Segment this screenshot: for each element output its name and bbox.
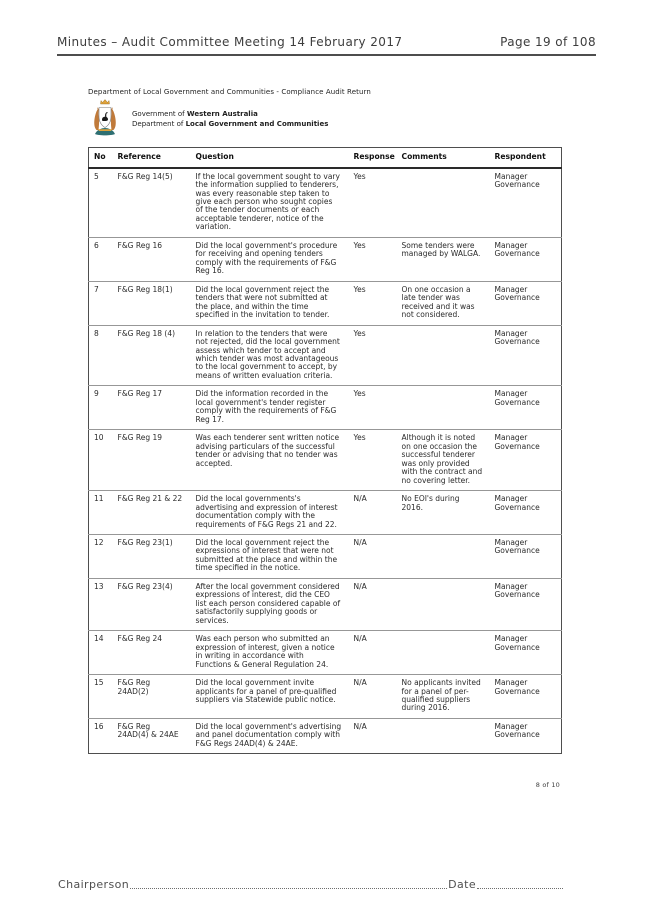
cell-reference: F&G Reg 18 (4) [117, 328, 176, 338]
cell-question: Did the local government's advertising and panel documentation comply with F&G Regs 24AD(4) & 24AE. [195, 721, 342, 748]
wa-coat-of-arms-icon [90, 98, 120, 140]
cell-question: After the local government considered expressions of interest, did the CEO list each person considered capable of satisfactorily supplying goods or services. [195, 581, 341, 625]
table-row [89, 386, 562, 430]
cell-response: N/A [353, 581, 367, 591]
cell-no: 10 [94, 433, 104, 443]
audit-table-body [89, 168, 562, 754]
cell-no: 15 [94, 678, 104, 688]
cell-response: N/A [353, 537, 367, 547]
cell-comments: No EOI's during 2016. [401, 494, 460, 512]
cell-question: Did the local government reject the expressions of interest that were not submitted at the place and within the time specified in the notice. [195, 537, 338, 573]
running-header [57, 35, 596, 56]
cell-reference: F&G Reg 23(4) [117, 581, 173, 591]
cell-question: Did the local government's procedure for receiving and opening tenders comply with the requirements of F&G Reg 16. [195, 240, 338, 276]
cell-reference: F&G Reg 21 & 22 [117, 494, 183, 504]
cell-question: If the local government sought to vary the information supplied to tenderers, was every reasonable step taken to give each person who sought copies of the tender documents or each acceptable tenderer, notice of the variation. [195, 171, 340, 232]
cell-no: 11 [94, 494, 104, 504]
cell-no: 8 [94, 328, 99, 338]
cell-reference: F&G Reg 18(1) [117, 284, 173, 294]
cell-reference: F&G Reg 23(1) [117, 537, 173, 547]
cell-question: Did the local government reject the tenders that were not submitted at the place, and within the time specified in the invitation to tender. [195, 284, 330, 320]
cell-respondent: Manager Governance [494, 634, 540, 652]
date-signature-line [477, 888, 563, 889]
cell-question: Was each person who submitted an expression of interest, given a notice in writing in accordance with Functions & General Regulation 24. [195, 634, 335, 669]
col-header-question: Question [191, 148, 349, 168]
table-row [89, 631, 562, 675]
cell-no: 16 [94, 721, 104, 731]
cell-no: 5 [94, 171, 99, 181]
brand-text [132, 109, 328, 130]
government-brand [90, 98, 328, 140]
cell-comments [397, 325, 490, 386]
cell-respondent: Manager Governance [494, 678, 540, 696]
cell-question: Did the information recorded in the local government's tender register comply with the requirements of F&G Reg 17. [195, 389, 337, 424]
cell-comments [397, 168, 490, 238]
cell-respondent: Manager Governance [494, 389, 540, 407]
cell-respondent: Manager Governance [494, 433, 540, 451]
cell-comments: On one occasion a late tender was received and it was not considered. [401, 284, 475, 320]
cell-comments: Although it is noted on one occasion the successful tenderer was only provided with the contract and no covering letter. [401, 433, 483, 485]
col-header-respondent: Respondent [490, 148, 562, 168]
cell-response: Yes [353, 328, 366, 338]
cell-question: In relation to the tenders that were not rejected, did the local government assess which tender to accept and which tender was most advantageous to the local government to accept, by means of written evaluation criteria. [195, 328, 340, 380]
cell-reference: F&G Reg 14(5) [117, 171, 173, 181]
cell-comments [397, 534, 490, 578]
col-header-reference: Reference [113, 148, 191, 168]
table-row [89, 718, 562, 753]
document-title: Minutes – Audit Committee Meeting 14 February 2017 [57, 35, 403, 49]
attachment-page-number: 8 of 10 [535, 781, 560, 789]
page-number: Page 19 of 108 [500, 35, 596, 49]
table-row [89, 430, 562, 491]
government-line: Government of Western Australia [132, 109, 258, 118]
cell-response: Yes [353, 240, 366, 250]
cell-no: 6 [94, 240, 99, 250]
cell-response: Yes [353, 433, 366, 443]
cell-no: 13 [94, 581, 104, 591]
col-header-comments: Comments [397, 148, 490, 168]
cell-respondent: Manager Governance [494, 581, 540, 600]
table-header-row [89, 148, 562, 168]
signature-row [58, 878, 564, 891]
cell-response: Yes [353, 284, 366, 294]
cell-respondent: Manager Governance [494, 537, 540, 556]
cell-reference: F&G Reg 19 [117, 433, 163, 443]
cell-question: Was each tenderer sent written notice advising particulars of the successful tender or advising that no tender was accepted. [195, 433, 340, 468]
cell-reference: F&G Reg 24AD(2) [117, 678, 151, 696]
chairperson-signature-line [130, 888, 447, 889]
cell-respondent: Manager Governance [494, 240, 540, 259]
cell-question: Did the local governments's advertising and expression of interest documentation comply with the requirements of F&G Regs 21 and 22. [195, 494, 338, 529]
cell-comments [397, 718, 490, 753]
table-row [89, 281, 562, 325]
cell-comments [397, 578, 490, 630]
cell-response: N/A [353, 634, 367, 644]
cell-comments [397, 386, 490, 430]
table-row [89, 675, 562, 719]
cell-no: 9 [94, 389, 99, 399]
cell-no: 14 [94, 634, 104, 644]
cell-question: Did the local government invite applicants for a panel of pre-qualified suppliers via Statewide public notice. [195, 678, 337, 705]
cell-respondent: Manager Governance [494, 328, 540, 347]
cell-respondent: Manager Governance [494, 284, 540, 303]
compliance-audit-table [88, 147, 562, 754]
cell-reference: F&G Reg 24 [117, 634, 163, 644]
cell-respondent: Manager Governance [494, 171, 540, 190]
cell-response: Yes [353, 389, 366, 399]
cell-response: N/A [353, 494, 367, 504]
cell-comments: Some tenders were managed by WALGA. [401, 240, 481, 259]
col-header-no: No [89, 148, 113, 168]
cell-reference: F&G Reg 24AD(4) & 24AE [117, 721, 179, 740]
table-row [89, 491, 562, 535]
department-line: Department of Local Government and Communities [132, 120, 329, 128]
cell-reference: F&G Reg 16 [117, 240, 163, 250]
cell-comments [397, 631, 490, 675]
table-row [89, 168, 562, 238]
cell-no: 7 [94, 284, 99, 294]
table-row [89, 534, 562, 578]
compliance-return-heading: Department of Local Government and Communities - Compliance Audit Return [88, 88, 371, 96]
cell-response: N/A [353, 721, 367, 731]
cell-response: Yes [353, 171, 366, 181]
cell-respondent: Manager Governance [494, 494, 540, 512]
col-header-response: Response [349, 148, 397, 168]
cell-respondent: Manager Governance [494, 721, 540, 740]
table-row [89, 578, 562, 630]
date-label: Date [448, 878, 476, 891]
chairperson-label: Chairperson [58, 878, 130, 891]
cell-no: 12 [94, 537, 104, 547]
cell-response: N/A [353, 678, 367, 688]
cell-reference: F&G Reg 17 [117, 389, 163, 399]
table-row [89, 237, 562, 281]
table-row [89, 325, 562, 386]
cell-comments: No applicants invited for a panel of per-qualified suppliers during 2016. [401, 678, 481, 713]
